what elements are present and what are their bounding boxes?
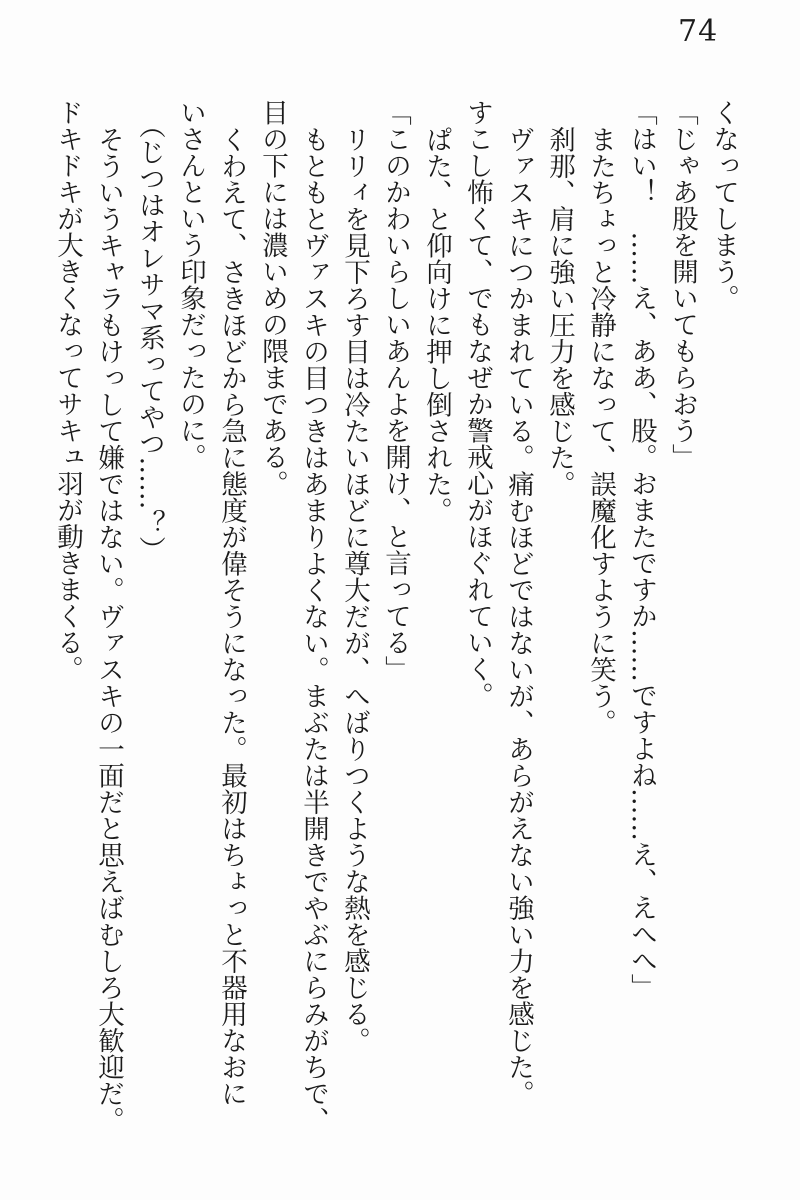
text-line: もともとヴァスキの目つきはあまりよくない。まぶたは半開きでやぶにらみがちで、: [298, 125, 329, 1133]
text-line: 目の下には濃いめの隈まである。: [257, 99, 288, 497]
text-line: リリィを見下ろす目は冷たいほどに尊大だが、へばりつくような熱を感じる。: [339, 125, 370, 1053]
text-line: またちょっと冷静になって、誤魔化すように笑う。: [585, 125, 616, 735]
text-line: ドキドキが大きくなってサキュ羽が動きまくる。: [52, 99, 83, 682]
text-line: 「はい！ ……え、ああ、股。おまたですか……ですよね……え、えへへ」: [626, 99, 657, 1000]
page-number: 74: [678, 14, 719, 49]
text-line: すこし怖くて、でもなぜか警戒心がほぐれていく。: [462, 99, 493, 709]
text-line: ぱた、と仰向けに押し倒された。: [421, 125, 452, 523]
text-line: くなってしまう。: [708, 99, 739, 311]
text-line: いさんという印象だったのに。: [175, 99, 206, 470]
text-line: ヴァスキにつかまれている。痛むほどではないが、あらがえない強い力を感じた。: [503, 125, 534, 1106]
vertical-text-block: [47, 99, 744, 1139]
text-line: 刹那、肩に強い圧力を感じた。: [544, 125, 575, 497]
text-line: 「このかわいらしいあんよを開け、と言ってる」: [380, 99, 411, 682]
text-line: くわえて、さきほどから急に態度が偉そうになった。最初はちょっと不器用なおに: [216, 125, 247, 1106]
text-line: 「じゃあ股を開いてもらおう」: [667, 99, 698, 470]
text-line: そういうキャラもけっして嫌ではない。ヴァスキの一面だと思えばむしろ大歓迎だ。: [93, 125, 124, 1133]
text-line: （じつはオレサマ系ってやつ……？）: [134, 112, 165, 563]
